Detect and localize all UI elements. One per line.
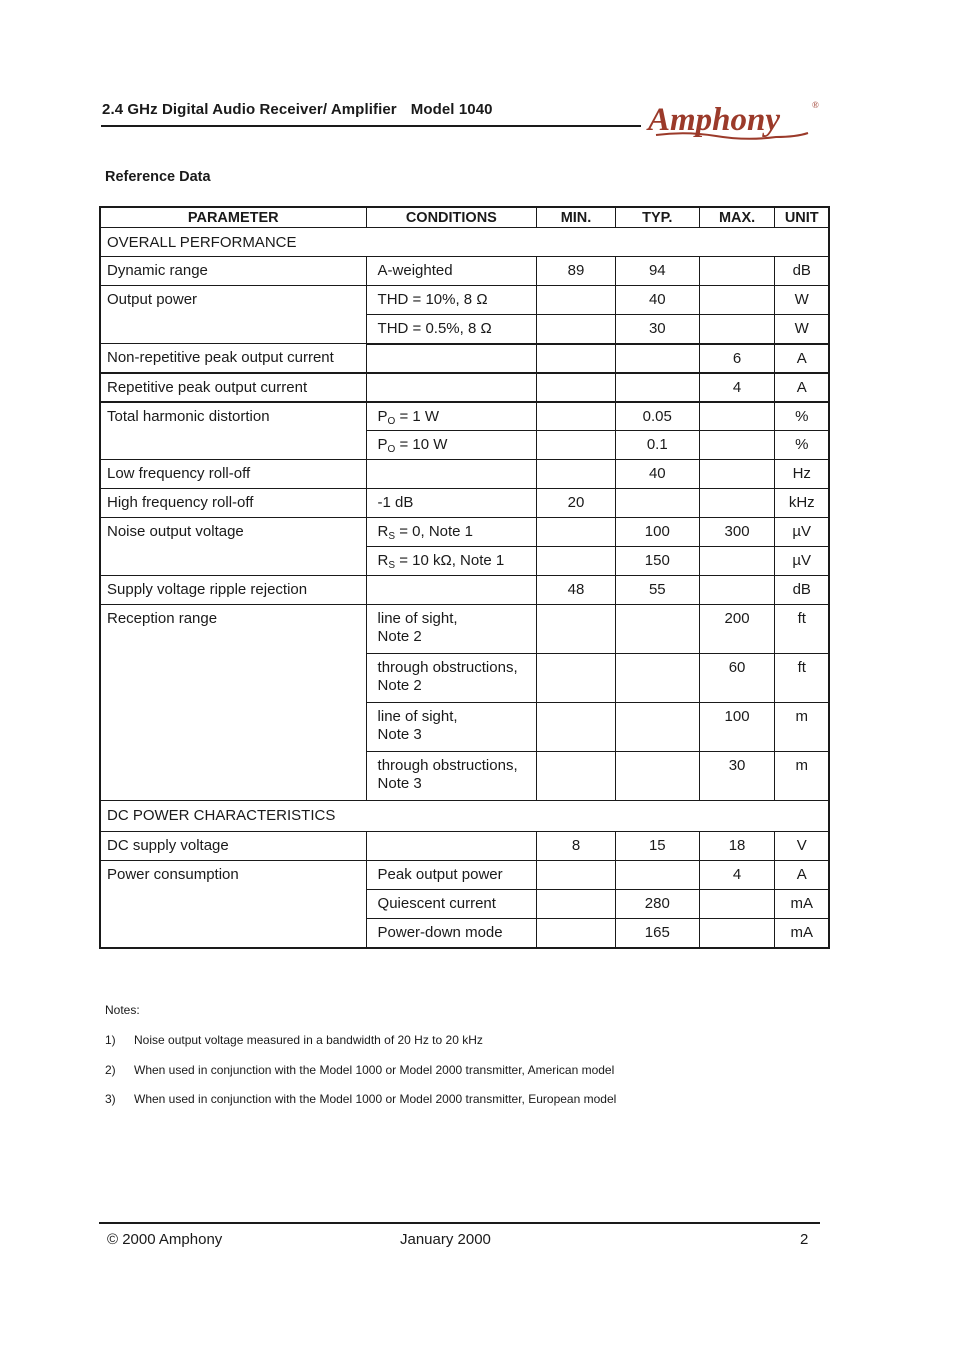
header-rule [101,125,641,127]
header-parameter: PARAMETER [100,207,366,228]
param-cell: Total harmonic distortion [100,402,366,460]
unit-cell: mA [775,890,829,919]
min-cell [537,605,616,654]
typ-cell: 15 [615,832,699,861]
min-cell [537,402,616,431]
typ-cell: 40 [615,286,699,315]
amphony-logo [646,96,822,146]
cond-cell: A-weighted [366,257,537,286]
unit-cell: m [775,703,829,752]
note-item [105,1092,616,1122]
max-cell [699,919,775,948]
cond-cell: line of sight, Note 3 [366,703,537,752]
unit-cell: % [775,431,829,460]
cond-cell: $R_S = 10$ kΩ, Note 1 [366,547,537,576]
max-cell [699,890,775,919]
typ-cell: 150 [615,547,699,576]
footer-date: January 2000 [400,1231,491,1248]
cond-cell: Quiescent current [366,890,537,919]
table-row [100,257,829,286]
typ-cell: 94 [615,257,699,286]
header-typ: TYP. [615,207,699,228]
cond-cell: through obstructions, Note 2 [366,654,537,703]
min-cell [537,460,616,489]
min-cell [537,286,616,315]
typ-cell: 55 [615,576,699,605]
unit-cell: µV [775,518,829,547]
unit-cell: Hz [775,460,829,489]
typ-cell [615,752,699,801]
max-cell [699,576,775,605]
header-min: MIN. [537,207,616,228]
unit-cell: m [775,752,829,801]
footer-copyright: © 2000 Amphony [107,1231,223,1248]
note-number: 1) [105,1033,116,1047]
max-cell: 200 [699,605,775,654]
min-cell [537,703,616,752]
max-cell [699,315,775,344]
table-row [100,518,829,547]
header-conditions: CONDITIONS [366,207,537,228]
max-cell [699,431,775,460]
cond-cell [366,460,537,489]
header-max: MAX. [699,207,775,228]
section-label: DC POWER CHARACTERISTICS [100,801,829,832]
cond-cell: Power-down mode [366,919,537,948]
note-number: 3) [105,1092,116,1106]
param-cell: Reception range [100,605,366,801]
min-cell [537,861,616,890]
table-row [100,605,829,654]
typ-cell: 30 [615,315,699,344]
model-number: Model 1040 [410,101,493,118]
min-cell: 48 [537,576,616,605]
typ-cell: 0.05 [615,402,699,431]
min-cell [537,315,616,344]
typ-cell [615,373,699,402]
param-cell: High frequency roll-off [100,489,366,518]
unit-cell: A [775,861,829,890]
note-item [105,1033,616,1063]
section-title: Reference Data [105,169,211,185]
cond-cell [366,832,537,861]
cond-cell: through obstructions, Note 3 [366,752,537,801]
max-cell: 4 [699,373,775,402]
param-cell: Output power [100,286,366,344]
unit-cell: W [775,315,829,344]
max-cell: 4 [699,861,775,890]
unit-cell: % [775,402,829,431]
cond-cell: $P_O = 10$ W [366,431,537,460]
unit-cell: mA [775,919,829,948]
param-cell: Dynamic range [100,257,366,286]
unit-cell: ft [775,605,829,654]
table-row [100,286,829,315]
min-cell [537,890,616,919]
typ-cell: 100 [615,518,699,547]
cond-cell [366,373,537,402]
typ-cell: 280 [615,890,699,919]
param-cell: Non-repetitive peak output current [100,344,366,373]
table-row [100,402,829,431]
max-cell [699,547,775,576]
typ-cell [615,605,699,654]
max-cell [699,286,775,315]
max-cell [699,460,775,489]
min-cell: 89 [537,257,616,286]
cond-cell [366,344,537,373]
max-cell: 6 [699,344,775,373]
min-cell: 8 [537,832,616,861]
min-cell [537,547,616,576]
max-cell: 100 [699,703,775,752]
section-row-overall [100,228,829,257]
typ-cell [615,861,699,890]
cond-cell: -1 dB [366,489,537,518]
note-text: When used in conjunction with the Model 1000 or Model 2000 transmitter, American model [134,1062,615,1077]
param-cell: Power consumption [100,861,366,948]
footer-rule [99,1222,820,1224]
note-text: Noise output voltage measured in a bandwidth of 20 Hz to 20 kHz [134,1033,483,1047]
cond-cell: Peak output power [366,861,537,890]
min-cell [537,518,616,547]
typ-cell: 0.1 [615,431,699,460]
note-number: 2) [105,1062,116,1077]
cond-cell: $P_O = 1$ W [366,402,537,431]
table-row [100,344,829,373]
min-cell [537,654,616,703]
max-cell: 18 [699,832,775,861]
unit-cell: kHz [775,489,829,518]
registered-mark: ® [812,100,819,110]
min-cell: 20 [537,489,616,518]
max-cell [699,489,775,518]
unit-cell: W [775,286,829,315]
max-cell [699,257,775,286]
cond-cell: $R_S = 0$, Note 1 [366,518,537,547]
typ-cell [615,654,699,703]
unit-cell: A [775,344,829,373]
page-number: 2 [800,1231,809,1248]
typ-cell [615,703,699,752]
cond-cell: THD = 10%, 8 Ω [366,286,537,315]
section-label: OVERALL PERFORMANCE [100,228,829,257]
min-cell [537,431,616,460]
table-row [100,576,829,605]
table-header-row [100,207,829,228]
cond-cell: line of sight, Note 2 [366,605,537,654]
param-cell: Repetitive peak output current [100,373,366,402]
notes-title: Notes: [105,1003,140,1017]
max-cell [699,402,775,431]
unit-cell: V [775,832,829,861]
param-cell: DC supply voltage [100,832,366,861]
table-row [100,460,829,489]
min-cell [537,752,616,801]
unit-cell: dB [775,257,829,286]
min-cell [537,919,616,948]
cond-cell [366,576,537,605]
min-cell [537,373,616,402]
table-row [100,489,829,518]
typ-cell: 165 [615,919,699,948]
max-cell: 60 [699,654,775,703]
table-row [100,861,829,890]
unit-cell: µV [775,547,829,576]
unit-cell: A [775,373,829,402]
cond-cell: THD = 0.5%, 8 Ω [366,315,537,344]
param-cell: Noise output voltage [100,518,366,576]
logo-wordmark: Amphony [648,102,781,138]
note-item [105,1063,616,1093]
typ-cell [615,489,699,518]
max-cell: 30 [699,752,775,801]
unit-cell: dB [775,576,829,605]
header-unit: UNIT [775,207,829,228]
param-cell: Low frequency roll-off [100,460,366,489]
min-cell [537,344,616,373]
section-row-dc [100,801,829,832]
param-cell: Supply voltage ripple rejection [100,576,366,605]
typ-cell [615,344,699,373]
document-title [102,101,493,118]
reference-data-table [99,206,830,949]
product-title: 2.4 GHz Digital Audio Receiver/ Amplifier [102,101,397,118]
max-cell: 300 [699,518,775,547]
note-text: When used in conjunction with the Model 1000 or Model 2000 transmitter, European model [134,1092,617,1106]
table-row [100,373,829,402]
table-row [100,832,829,861]
unit-cell: ft [775,654,829,703]
typ-cell: 40 [615,460,699,489]
notes-section [105,1003,616,1122]
